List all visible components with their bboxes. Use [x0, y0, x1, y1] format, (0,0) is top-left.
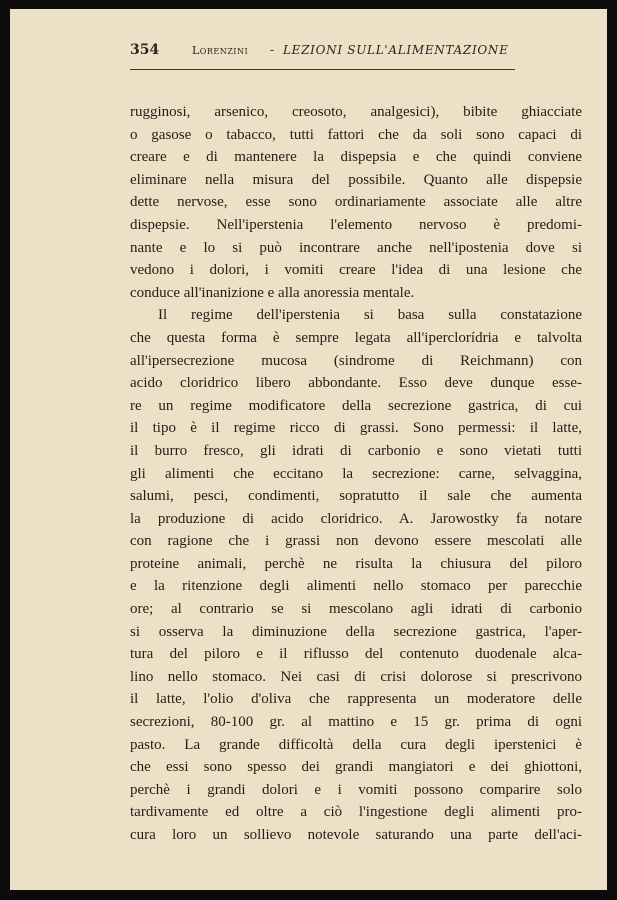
text-line: proteine animali, perchè ne risulta la chiusura del piloro — [130, 555, 582, 572]
text-line: acido cloridrico libero abbondante. Esso deve dunque esse- — [130, 375, 582, 392]
text-line: salumi, pesci, condimenti, sopratutto il sale che aumenta — [130, 488, 582, 505]
text-line: si osserva la diminuzione della secrezione gastrica, l'aper- — [130, 623, 582, 640]
header-author: Lorenzini — [192, 44, 249, 57]
text-line: ore; al contrario se si mescolano agli idrati di carbonio — [130, 601, 582, 618]
text-line: che essi sono spesso dei grandi mangiatori e dei ghiottoni, — [130, 759, 582, 776]
text-line: tura del piloro e il riflusso del contenuto duodenale alca- — [130, 646, 582, 663]
header-book-title: LEZIONI SULL'ALIMENTAZIONE — [283, 43, 509, 57]
text-line: nante e lo si può incontrare anche nell'ipostenia dove si — [130, 239, 582, 256]
text-line: dispepsie. Nell'iperstenia l'elemento nervoso è predomi- — [130, 216, 582, 233]
header-rule — [130, 69, 515, 70]
text-line: il latte, l'olio d'oliva che rappresenta un moderatore delle — [130, 691, 582, 708]
text-line: che questa forma è sempre legata all'iperclorídria e talvolta — [130, 329, 582, 346]
text-line: tardivamente ed oltre a ciò l'ingestione degli alimenti pro- — [130, 804, 582, 821]
text-line: la produzione di acido cloridrico. A. Jarowostky fa notare — [130, 510, 582, 527]
text-line: il burro fresco, gli idrati di carbonio e sono vietati tutti — [130, 442, 582, 459]
text-line: gli alimenti che eccitano la secrezione: carne, selvaggina, — [130, 465, 582, 482]
header-separator: - — [270, 43, 275, 57]
page-number: 354 — [130, 42, 160, 58]
text-line: dette nervose, esse sono ordinariamente associate alle altre — [130, 194, 582, 211]
text-line: cura loro un sollievo notevole saturando una parte dell'aci- — [130, 827, 582, 843]
text-line: vedono i dolori, i vomiti creare l'idea di una lesione che — [130, 262, 582, 279]
paragraph-start-line: Il regime dell'iperstenia si basa sulla constatazione — [158, 307, 582, 324]
text-line: conduce all'inanizione e alla anoressia mentale. — [130, 284, 415, 301]
text-line: all'ipersecrezione mucosa (sindrome di Reichmann) con — [130, 352, 582, 369]
text-line: o gasose o tabacco, tutti fattori che da soli sono capaci di — [130, 126, 582, 143]
text-line: e la ritenzione degli alimenti nello stomaco per parecchie — [130, 578, 582, 595]
running-header — [130, 42, 515, 62]
text-line: lino nello stomaco. Nei casi di crisi dolorose si prescrivono — [130, 668, 582, 685]
text-line: eliminare nella misura del possibile. Quanto alle dispepsie — [130, 171, 582, 188]
text-line: rugginosi, arsenico, creosoto, analgesici), bibite ghiacciate — [130, 104, 582, 120]
text-line: con ragione che i grassi non devono essere mescolati alle — [130, 533, 582, 550]
text-line: pasto. La grande difficoltà della cura degli iperstenici è — [130, 736, 582, 753]
text-line: secrezioni, 80-100 gr. al mattino e 15 gr. prima di ogni — [130, 714, 582, 731]
body-text — [130, 101, 582, 847]
book-page — [10, 9, 607, 890]
text-line: re un regime modificatore della secrezione gastrica, di cui — [130, 397, 582, 414]
text-line: perchè i grandi dolori e i vomiti possono comparire solo — [130, 781, 582, 798]
text-line: il tipo è il regime ricco di grassi. Sono permessi: il latte, — [130, 420, 582, 437]
text-line: creare e di mantenere la dispepsia e che quindi conviene — [130, 149, 582, 166]
